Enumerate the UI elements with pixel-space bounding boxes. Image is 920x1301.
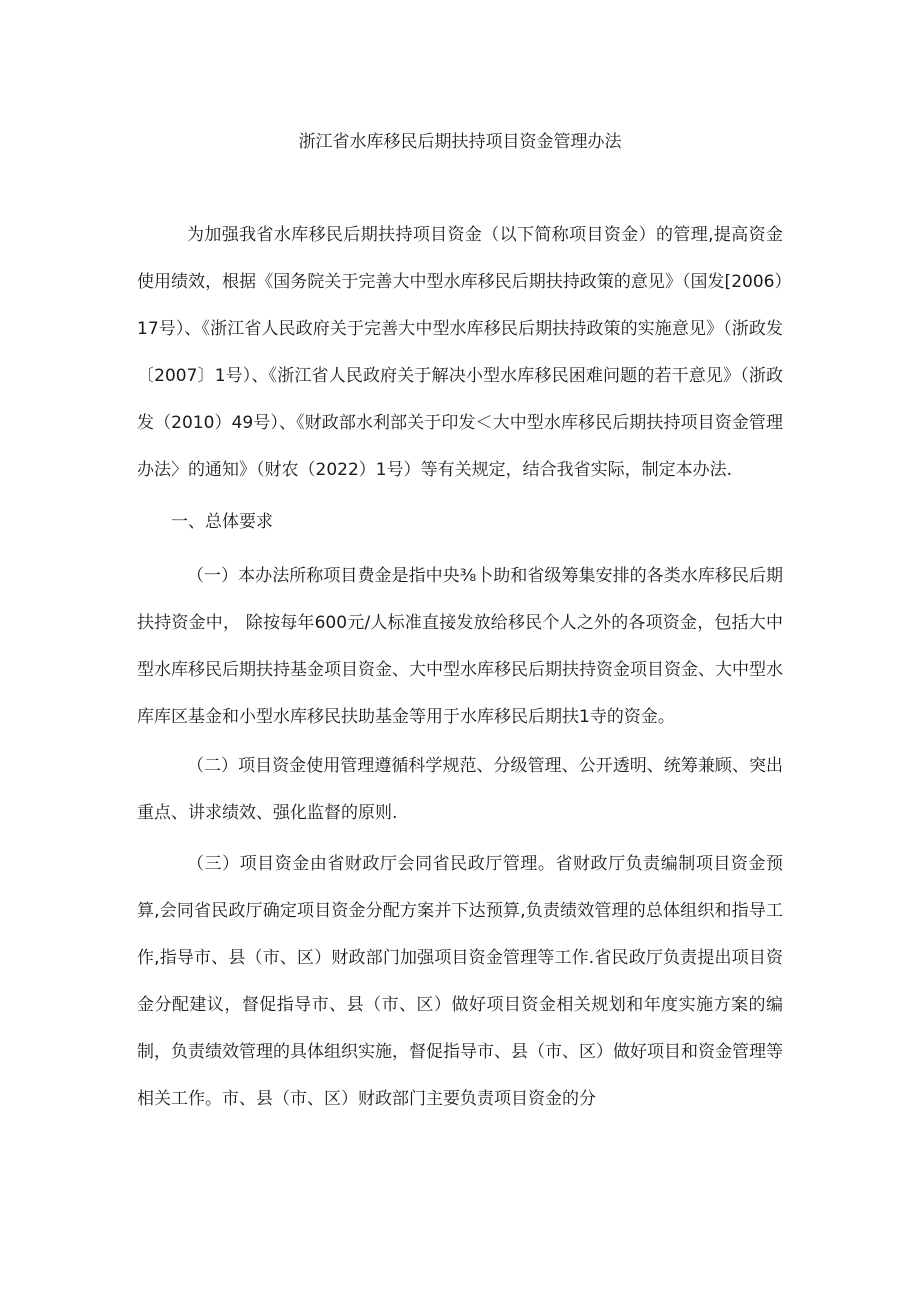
document-title: 浙江省水库移民后期扶持项目资金管理办法 — [298, 132, 622, 152]
clause-2-paragraph: （二）项目资金使用管理遵循科学规范、分级管理、公开透明、统筹兼顾、突出重点、讲求绩效、强化监督的原则. — [137, 756, 783, 823]
section-heading-general-requirements: 一、总体要求 — [171, 512, 273, 532]
clause-3-paragraph: （三）项目资金由省财政厅会同省民政厅管理。省财政厅负责编制项目资金预算,会同省民政厅确定项目资金分配方案并下达预算,负责绩效管理的总体组织和指导工作,指导市、县（市、区）财政部门加强项目资金管理等工作.省民政厅负责提出项目资金分配建议，督促指导市、县（市、区）做好项目资金相关规划和年度实施方案的编制，负责绩效管理的具体组织实施，督促指导市、县（市、区）做好项目和资金管理等相关工作。市、县（市、区）财政部门主要负责项目资金的分 — [137, 854, 783, 1109]
clause-1-paragraph: （一）本办法所称项目费金是指中央⅜卜助和省级筹集安排的各类水库移民后期扶持资金中， 除按每年600元/人标准直接发放给移民个人之外的各项资金，包括大中型水库移民后期扶持基金项目资金、大中型水库移民后期扶持资金项目资金、大中型水库库区基金和小型水库移民扶助基金等用于水库移民后期扶1寺的资金。 — [137, 566, 783, 727]
intro-paragraph: 为加强我省水库移民后期扶持项目资金（以下简称项目资金）的管理,提高资金使用绩效，根据《国务院关于完善大中型水库移民后期扶持政策的意见》（国发[2006）17号）、《浙江省人民政府关于完善大中型水库移民后期扶持政策的实施意见》（浙政发〔2007〕1号）、《浙江省人民政府关于解决小型水库移民困难问题的若干意见》（浙政发（2010）49号）、《财政部水利部关于印发＜大中型水库移民后期扶持项目资金管理办法〉的通知》（财农（2022）1号）等有关规定，结合我省实际，制定本办法. — [137, 225, 783, 480]
